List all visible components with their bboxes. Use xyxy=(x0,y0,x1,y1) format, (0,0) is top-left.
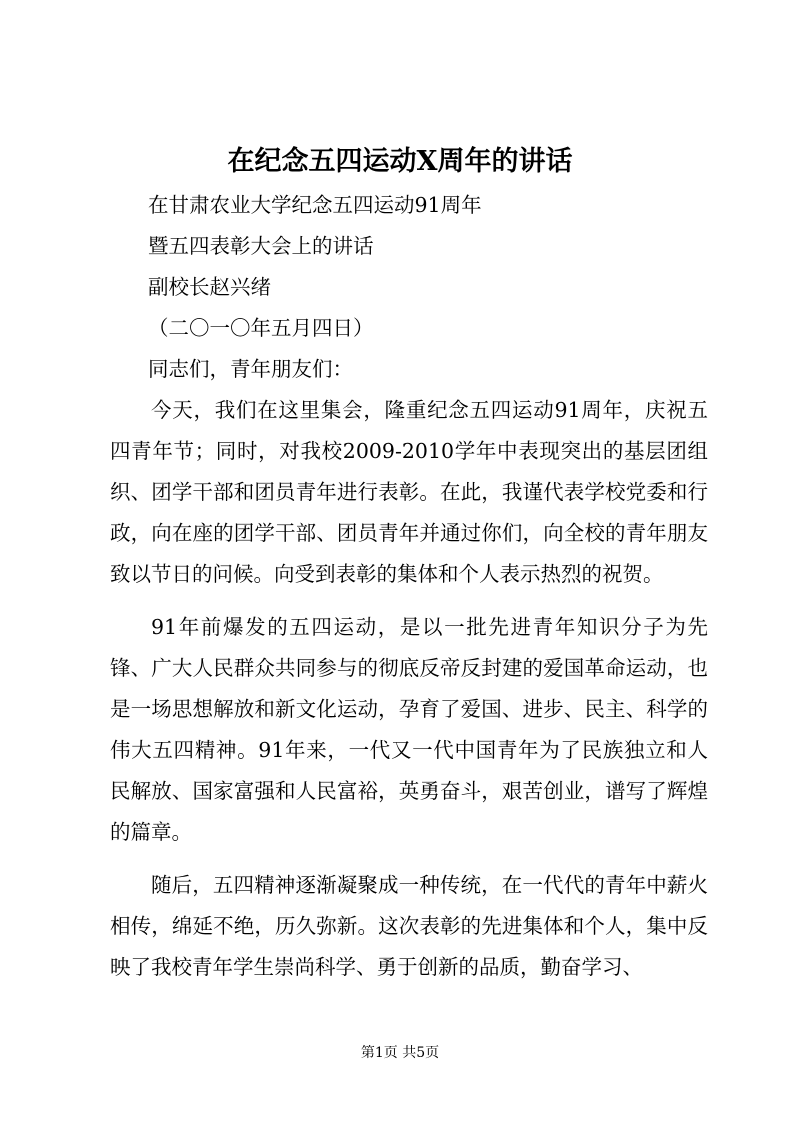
header-line-event: 在甘肃农业大学纪念五四运动91周年 xyxy=(148,193,482,217)
paragraph-1: 今天，我们在这里集会，隆重纪念五四运动91周年，庆祝五四青年节；同时，对我校2009-2010学年中表现突出的基层团组织、团学干部和团员青年进行表彰。在此，我谨代表学校党委和行政，向在座的团学干部、团员青年并通过你们，向全校的青年朋友致以节日的问候。向受到表彰的集体和个人表示热烈的祝贺。 xyxy=(110,398,708,586)
header-line-date: （二〇一〇年五月四日） xyxy=(148,316,374,340)
paragraph-2: 91年前爆发的五四运动，是以一批先进青年知识分子为先锋、广大人民群众共同参与的彻底反帝反封建的爱国革命运动，也是一场思想解放和新文化运动，孕育了爱国、进步、民主、科学的伟大五四精神。91年来，一代又一代中国青年为了民族独立和人民解放、国家富强和人民富裕，英勇奋斗，艰苦创业，谱写了辉煌的篇章。 xyxy=(110,615,708,844)
header-line-speech: 暨五四表彰大会上的讲话 xyxy=(148,234,374,258)
document-title: 在纪念五四运动X周年的讲话 xyxy=(227,146,573,177)
salutation: 同志们，青年朋友们： xyxy=(148,357,353,381)
page-footer: 第1页 共5页 xyxy=(360,1045,440,1061)
document-body xyxy=(110,185,708,988)
header-line-speaker: 副校长赵兴绪 xyxy=(148,275,271,299)
paragraph-3: 随后，五四精神逐渐凝聚成一种传统，在一代代的青年中薪火相传，绵延不绝，历久弥新。这次表彰的先进集体和个人，集中反映了我校青年学生崇尚科学、勇于创新的品质，勤奋学习、 xyxy=(110,873,708,979)
